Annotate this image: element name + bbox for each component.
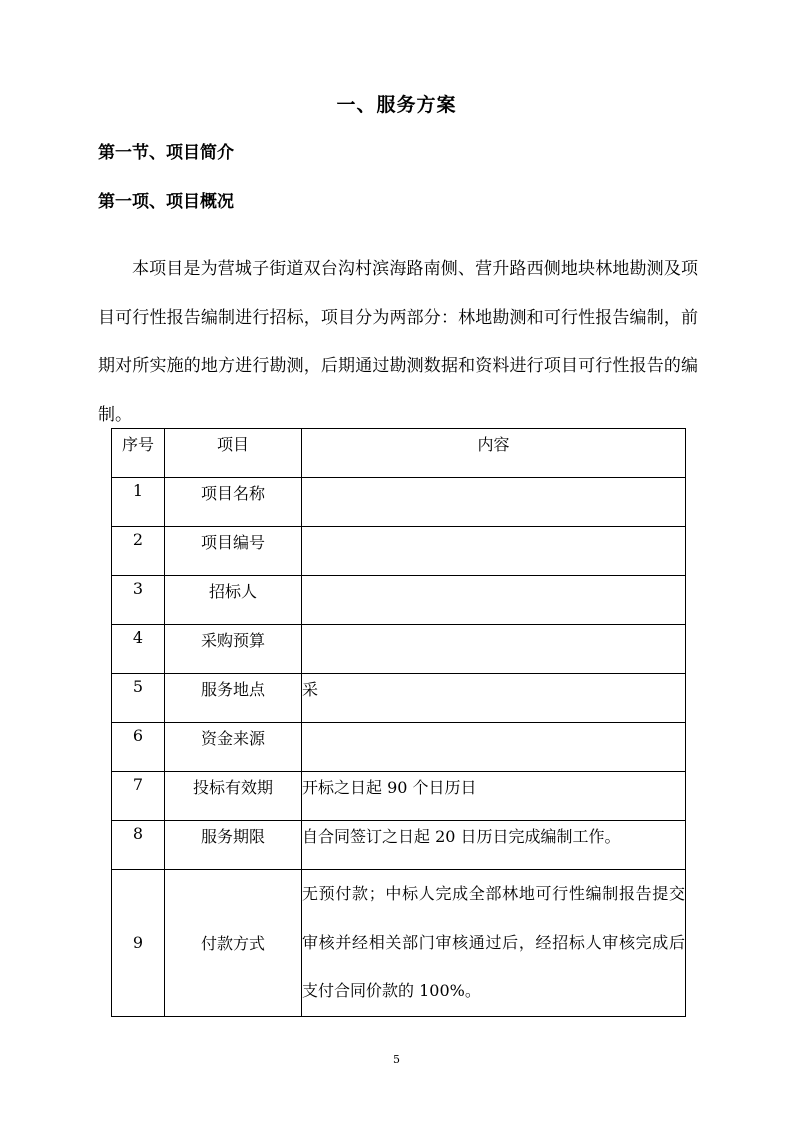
row-no: 3 [112, 576, 165, 625]
section-heading: 第一节、项目简介 [98, 143, 234, 163]
row-no: 5 [112, 674, 165, 723]
table-header-row [112, 429, 686, 478]
row-no: 8 [112, 821, 165, 870]
table-row [112, 870, 686, 1017]
project-info-table [111, 428, 686, 1017]
row-no: 4 [112, 625, 165, 674]
header-no: 序号 [112, 429, 165, 478]
row-item: 服务地点 [165, 674, 302, 723]
row-item: 采购预算 [165, 625, 302, 674]
row-item: 招标人 [165, 576, 302, 625]
row-no: 9 [112, 870, 165, 1017]
row-item: 付款方式 [165, 870, 302, 1017]
row-content: 无预付款；中标人完成全部林地可行性编制报告提交审核并经相关部门审核通过后，经招标人审核完成后支付合同价款的 100%。 [302, 870, 686, 1017]
row-no: 7 [112, 772, 165, 821]
row-content: 自合同签订之日起 20 日历日完成编制工作。 [302, 821, 686, 870]
row-item: 服务期限 [165, 821, 302, 870]
table-row [112, 674, 686, 723]
row-item: 项目编号 [165, 527, 302, 576]
row-content: 开标之日起 90 个日历日 [302, 772, 686, 821]
header-item: 项目 [165, 429, 302, 478]
page-number: 5 [393, 1053, 400, 1066]
row-content [302, 527, 686, 576]
row-no: 6 [112, 723, 165, 772]
row-no: 1 [112, 478, 165, 527]
table-row [112, 821, 686, 870]
table-row [112, 625, 686, 674]
row-item: 资金来源 [165, 723, 302, 772]
table-row [112, 576, 686, 625]
row-content: 采 [302, 674, 686, 723]
table-row [112, 723, 686, 772]
table-row [112, 527, 686, 576]
header-content: 内容 [302, 429, 686, 478]
row-content [302, 576, 686, 625]
row-content [302, 723, 686, 772]
table-row [112, 772, 686, 821]
row-no: 2 [112, 527, 165, 576]
row-content [302, 625, 686, 674]
table-row [112, 478, 686, 527]
row-item: 投标有效期 [165, 772, 302, 821]
row-content [302, 478, 686, 527]
page-title: 一、服务方案 [336, 94, 457, 116]
project-overview-paragraph: 本项目是为营城子街道双台沟村滨海路南侧、营升路西侧地块林地勘测及项目可行性报告编制进行招标，项目分为两部分：林地勘测和可行性报告编制，前期对所实施的地方进行勘测，后期通过勘测数据和资料进行项目可行性报告的编制。 [98, 259, 698, 425]
item-heading: 第一项、项目概况 [98, 192, 234, 212]
row-item: 项目名称 [165, 478, 302, 527]
